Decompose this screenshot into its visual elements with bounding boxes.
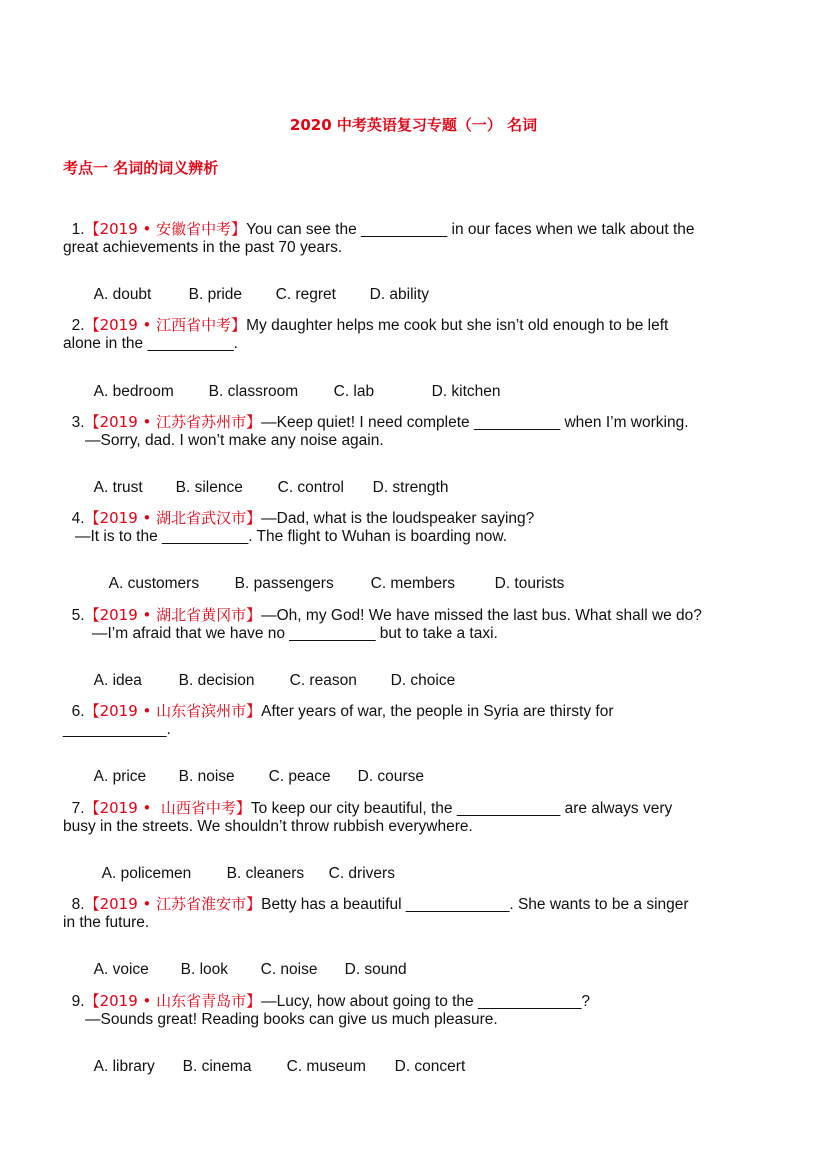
option: B. classroom xyxy=(208,383,299,400)
question-8-stem xyxy=(63,874,689,915)
option: B. passengers xyxy=(234,575,334,592)
option: C. museum xyxy=(286,1058,366,1075)
option: D. ability xyxy=(369,286,430,303)
option: A. doubt xyxy=(93,286,152,303)
option: A. customers xyxy=(108,575,200,592)
question-3-stem xyxy=(63,392,689,433)
question-number: 8. xyxy=(71,896,85,913)
question-9-stem xyxy=(63,971,590,1012)
source-tag: 【2019 • 山东省青岛市】 xyxy=(84,992,262,1010)
question-9-options xyxy=(85,1037,465,1077)
source-tag: 【2019 • 山西省中考】 xyxy=(84,799,251,817)
option: B. look xyxy=(180,961,229,978)
option: C. reason xyxy=(289,672,357,689)
option: D. tourists xyxy=(494,575,565,592)
option: C. control xyxy=(277,479,344,496)
question-number: 6. xyxy=(71,703,85,720)
question-text: —Keep quiet! I need complete __________ when I’m working. xyxy=(261,414,689,431)
question-number: 9. xyxy=(71,993,85,1010)
option: C. regret xyxy=(275,286,336,303)
question-text: My daughter helps me cook but she isn’t old enough to be left xyxy=(246,317,669,334)
source-tag: 【2019 • 安徽省中考】 xyxy=(84,220,247,238)
option: C. lab xyxy=(333,383,375,400)
option: B. decision xyxy=(178,672,255,689)
option: A. voice xyxy=(93,961,149,978)
question-6-continuation: ____________. xyxy=(63,721,171,738)
question-text: You can see the __________ in our faces when we talk about the xyxy=(246,221,695,238)
source-tag: 【2019 • 湖北省武汉市】 xyxy=(84,509,262,527)
question-5-stem xyxy=(63,585,702,626)
question-8-continuation: in the future. xyxy=(63,914,150,931)
source-tag: 【2019 • 山东省滨州市】 xyxy=(84,702,262,720)
option: D. concert xyxy=(394,1058,466,1075)
option: C. members xyxy=(370,575,456,592)
question-text: To keep our city beautiful, the ____________ are always very xyxy=(250,800,673,817)
option: D. sound xyxy=(344,961,407,978)
question-7-continuation: busy in the streets. We shouldn’t throw rubbish everywhere. xyxy=(63,818,473,835)
question-number: 4. xyxy=(71,510,85,527)
option: A. bedroom xyxy=(93,383,174,400)
question-7-stem xyxy=(63,778,672,819)
question-number: 2. xyxy=(71,317,85,334)
section-heading: 考点一 名词的词义辨析 xyxy=(63,159,219,177)
option: B. silence xyxy=(175,479,243,496)
question-9-continuation: —Sounds great! Reading books can give us much pleasure. xyxy=(85,1011,498,1028)
option: A. trust xyxy=(93,479,143,496)
question-number: 5. xyxy=(71,607,85,624)
option: D. strength xyxy=(372,479,449,496)
question-5-continuation: —I’m afraid that we have no __________ but to take a taxi. xyxy=(92,625,498,642)
question-6-stem xyxy=(63,681,613,722)
question-4-stem xyxy=(63,488,534,529)
question-text: —Lucy, how about going to the ____________? xyxy=(261,993,591,1010)
question-number: 3. xyxy=(71,414,85,431)
option: B. pride xyxy=(188,286,243,303)
option: D. choice xyxy=(390,672,456,689)
option: A. library xyxy=(93,1058,155,1075)
question-number: 1. xyxy=(71,221,85,238)
question-text: After years of war, the people in Syria are thirsty for xyxy=(261,703,614,720)
option: D. course xyxy=(357,768,424,785)
question-1-stem xyxy=(63,199,695,240)
option: B. cinema xyxy=(182,1058,252,1075)
question-2-continuation: alone in the __________. xyxy=(63,335,238,352)
question-4-continuation: —It is to the __________. The flight to Wuhan is boarding now. xyxy=(75,528,507,545)
option: D. kitchen xyxy=(431,383,501,400)
option: B. noise xyxy=(178,768,235,785)
source-tag: 【2019 • 湖北省黄冈市】 xyxy=(84,606,262,624)
option: A. price xyxy=(93,768,147,785)
option: B. cleaners xyxy=(226,865,305,882)
document-title: 2020 中考英语复习专题（一） 名词 xyxy=(289,116,538,134)
option: C. drivers xyxy=(328,865,395,882)
question-1-continuation: great achievements in the past 70 years. xyxy=(63,239,343,256)
question-text: —Oh, my God! We have missed the last bus. What shall we do? xyxy=(261,607,702,624)
option: A. policemen xyxy=(101,865,192,882)
source-tag: 【2019 • 江苏省苏州市】 xyxy=(84,413,262,431)
source-tag: 【2019 • 江苏省淮安市】 xyxy=(84,895,262,913)
option: C. noise xyxy=(260,961,318,978)
source-tag: 【2019 • 江西省中考】 xyxy=(84,316,247,334)
question-2-stem xyxy=(63,295,668,336)
option: A. idea xyxy=(93,672,142,689)
question-number: 7. xyxy=(71,800,85,817)
question-text: Betty has a beautiful ____________. She wants to be a singer xyxy=(261,896,689,913)
question-3-continuation: —Sorry, dad. I won’t make any noise again. xyxy=(85,432,384,449)
question-text: —Dad, what is the loudspeaker saying? xyxy=(261,510,535,527)
option: C. peace xyxy=(268,768,331,785)
